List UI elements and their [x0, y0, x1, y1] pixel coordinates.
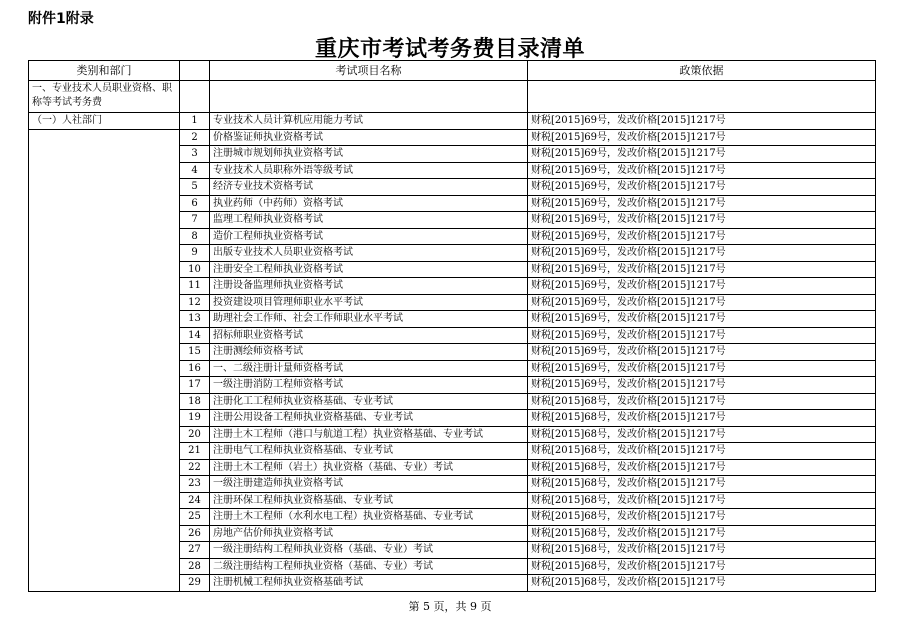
row-number: 7 — [180, 212, 210, 229]
row-number: 23 — [180, 476, 210, 493]
row-number: 20 — [180, 426, 210, 443]
policy-basis: 财税[2015]69号，发改价格[2015]1217号 — [528, 146, 876, 163]
table-row — [29, 377, 876, 394]
policy-basis: 财税[2015]69号，发改价格[2015]1217号 — [528, 129, 876, 146]
row-number: 3 — [180, 146, 210, 163]
exam-name: 注册化工工程师执业资格基础、专业考试 — [210, 393, 528, 410]
category-cell — [29, 146, 180, 163]
category-cell — [29, 509, 180, 526]
exam-name: 价格鉴证师执业资格考试 — [210, 129, 528, 146]
row-number: 16 — [180, 360, 210, 377]
row-number: 6 — [180, 195, 210, 212]
category-cell — [29, 492, 180, 509]
category-cell — [29, 278, 180, 295]
policy-basis: 财税[2015]69号，发改价格[2015]1217号 — [528, 327, 876, 344]
exam-name: 注册公用设备工程师执业资格基础、专业考试 — [210, 410, 528, 427]
table-row — [29, 426, 876, 443]
table-row — [29, 245, 876, 262]
exam-name: 出版专业技术人员职业资格考试 — [210, 245, 528, 262]
category-cell — [29, 459, 180, 476]
exam-name: 注册电气工程师执业资格基础、专业考试 — [210, 443, 528, 460]
row-number: 28 — [180, 558, 210, 575]
exam-name: 监理工程师执业资格考试 — [210, 212, 528, 229]
header-category: 类别和部门 — [29, 61, 180, 81]
exam-name: 注册机械工程师执业资格基础考试 — [210, 575, 528, 592]
table-row — [29, 162, 876, 179]
table-row — [29, 525, 876, 542]
exam-name: 专业技术人员职称外语等级考试 — [210, 162, 528, 179]
table-row — [29, 344, 876, 361]
page-title: 重庆市考试考务费目录清单 — [314, 36, 585, 62]
page-footer: 第 5 页，共 9 页 — [408, 600, 492, 613]
table-row — [29, 179, 876, 196]
table-row — [29, 113, 876, 130]
table-row — [29, 360, 876, 377]
row-number: 27 — [180, 542, 210, 559]
header-exam-name: 考试项目名称 — [210, 61, 528, 81]
table-row — [29, 509, 876, 526]
policy-basis: 财税[2015]68号，发改价格[2015]1217号 — [528, 393, 876, 410]
exam-name: 注册测绘师资格考试 — [210, 344, 528, 361]
exam-name: 一级注册消防工程师资格考试 — [210, 377, 528, 394]
category-cell — [29, 261, 180, 278]
exam-name: 注册设备监理师执业资格考试 — [210, 278, 528, 295]
row-number: 29 — [180, 575, 210, 592]
exam-name: 一、二级注册计量师资格考试 — [210, 360, 528, 377]
exam-name: 注册土木工程师（港口与航道工程）执业资格基础、专业考试 — [210, 426, 528, 443]
category-cell — [29, 393, 180, 410]
table-row — [29, 146, 876, 163]
category-cell — [29, 410, 180, 427]
exam-name: 注册环保工程师执业资格基础、专业考试 — [210, 492, 528, 509]
exam-name: 造价工程师执业资格考试 — [210, 228, 528, 245]
table-row — [29, 393, 876, 410]
table-row — [29, 195, 876, 212]
policy-basis: 财税[2015]69号，发改价格[2015]1217号 — [528, 228, 876, 245]
exam-name: 助理社会工作师、社会工作师职业水平考试 — [210, 311, 528, 328]
policy-basis: 财税[2015]69号，发改价格[2015]1217号 — [528, 294, 876, 311]
exam-name: 注册城市规划师执业资格考试 — [210, 146, 528, 163]
policy-basis: 财税[2015]69号，发改价格[2015]1217号 — [528, 162, 876, 179]
row-number: 9 — [180, 245, 210, 262]
policy-basis: 财税[2015]68号，发改价格[2015]1217号 — [528, 443, 876, 460]
category-cell — [29, 344, 180, 361]
fee-table — [28, 60, 876, 592]
exam-name: 注册土木工程师（水利水电工程）执业资格基础、专业考试 — [210, 509, 528, 526]
table-row — [29, 575, 876, 592]
table-row — [29, 294, 876, 311]
exam-name: 二级注册结构工程师执业资格（基础、专业）考试 — [210, 558, 528, 575]
row-number: 25 — [180, 509, 210, 526]
row-number: 2 — [180, 129, 210, 146]
category-cell — [29, 542, 180, 559]
category-cell — [29, 377, 180, 394]
table-row — [29, 311, 876, 328]
table-header-row — [29, 61, 876, 81]
section-row — [29, 81, 876, 113]
header-number — [180, 61, 210, 81]
row-number: 19 — [180, 410, 210, 427]
exam-name: 注册安全工程师执业资格考试 — [210, 261, 528, 278]
row-number: 1 — [180, 113, 210, 130]
table-row — [29, 476, 876, 493]
exam-name: 房地产估价师执业资格考试 — [210, 525, 528, 542]
row-number: 12 — [180, 294, 210, 311]
row-number: 17 — [180, 377, 210, 394]
policy-basis: 财税[2015]68号，发改价格[2015]1217号 — [528, 558, 876, 575]
category-cell — [29, 327, 180, 344]
policy-basis: 财税[2015]69号，发改价格[2015]1217号 — [528, 195, 876, 212]
category-cell — [29, 311, 180, 328]
category-cell — [29, 129, 180, 146]
category-cell — [29, 360, 180, 377]
attachment-label: 附件1附录 — [28, 11, 94, 27]
table-row — [29, 542, 876, 559]
row-number: 14 — [180, 327, 210, 344]
row-number: 4 — [180, 162, 210, 179]
policy-basis: 财税[2015]69号，发改价格[2015]1217号 — [528, 245, 876, 262]
policy-basis: 财税[2015]69号，发改价格[2015]1217号 — [528, 278, 876, 295]
policy-basis: 财税[2015]68号，发改价格[2015]1217号 — [528, 542, 876, 559]
category-cell — [29, 228, 180, 245]
category-cell — [29, 294, 180, 311]
exam-name: 专业技术人员计算机应用能力考试 — [210, 113, 528, 130]
category-cell — [29, 575, 180, 592]
policy-basis: 财税[2015]69号，发改价格[2015]1217号 — [528, 360, 876, 377]
category-cell — [29, 525, 180, 542]
policy-basis: 财税[2015]69号，发改价格[2015]1217号 — [528, 261, 876, 278]
section-label: 一、专业技术人员职业资格、职称等考试考务费 — [29, 81, 180, 113]
table-row — [29, 129, 876, 146]
table-row — [29, 558, 876, 575]
category-cell — [29, 558, 180, 575]
row-number: 13 — [180, 311, 210, 328]
policy-basis: 财税[2015]69号，发改价格[2015]1217号 — [528, 179, 876, 196]
category-cell — [29, 162, 180, 179]
policy-basis: 财税[2015]69号，发改价格[2015]1217号 — [528, 377, 876, 394]
table-row — [29, 443, 876, 460]
table-row — [29, 492, 876, 509]
row-number: 26 — [180, 525, 210, 542]
category-cell — [29, 476, 180, 493]
category-cell — [29, 426, 180, 443]
table-row — [29, 278, 876, 295]
row-number: 21 — [180, 443, 210, 460]
policy-basis: 财税[2015]68号，发改价格[2015]1217号 — [528, 509, 876, 526]
policy-basis: 财税[2015]68号，发改价格[2015]1217号 — [528, 492, 876, 509]
header-policy: 政策依据 — [528, 61, 876, 81]
table-row — [29, 261, 876, 278]
exam-name: 经济专业技术资格考试 — [210, 179, 528, 196]
exam-name: 执业药师（中药师）资格考试 — [210, 195, 528, 212]
category-cell — [29, 179, 180, 196]
policy-basis: 财税[2015]68号，发改价格[2015]1217号 — [528, 476, 876, 493]
row-number: 18 — [180, 393, 210, 410]
row-number: 10 — [180, 261, 210, 278]
policy-basis: 财税[2015]68号，发改价格[2015]1217号 — [528, 459, 876, 476]
table-row — [29, 410, 876, 427]
policy-basis: 财税[2015]69号，发改价格[2015]1217号 — [528, 311, 876, 328]
category-cell — [29, 245, 180, 262]
policy-basis: 财税[2015]68号，发改价格[2015]1217号 — [528, 426, 876, 443]
row-number: 24 — [180, 492, 210, 509]
policy-basis: 财税[2015]69号，发改价格[2015]1217号 — [528, 212, 876, 229]
table-row — [29, 327, 876, 344]
exam-name: 注册土木工程师（岩土）执业资格（基础、专业）考试 — [210, 459, 528, 476]
table-row — [29, 212, 876, 229]
row-number: 11 — [180, 278, 210, 295]
row-number: 8 — [180, 228, 210, 245]
exam-name: 招标师职业资格考试 — [210, 327, 528, 344]
exam-name: 一级注册结构工程师执业资格（基础、专业）考试 — [210, 542, 528, 559]
policy-basis: 财税[2015]68号，发改价格[2015]1217号 — [528, 525, 876, 542]
policy-basis: 财税[2015]68号，发改价格[2015]1217号 — [528, 575, 876, 592]
policy-basis: 财税[2015]69号，发改价格[2015]1217号 — [528, 344, 876, 361]
policy-basis: 财税[2015]69号，发改价格[2015]1217号 — [528, 113, 876, 130]
row-number: 15 — [180, 344, 210, 361]
exam-name: 一级注册建造师执业资格考试 — [210, 476, 528, 493]
table-row — [29, 459, 876, 476]
row-number: 22 — [180, 459, 210, 476]
row-number: 5 — [180, 179, 210, 196]
table-row — [29, 228, 876, 245]
policy-basis: 财税[2015]68号，发改价格[2015]1217号 — [528, 410, 876, 427]
subsection-label: （一）人社部门 — [29, 113, 180, 130]
exam-name: 投资建设项目管理师职业水平考试 — [210, 294, 528, 311]
category-cell — [29, 195, 180, 212]
category-cell — [29, 212, 180, 229]
category-cell — [29, 443, 180, 460]
